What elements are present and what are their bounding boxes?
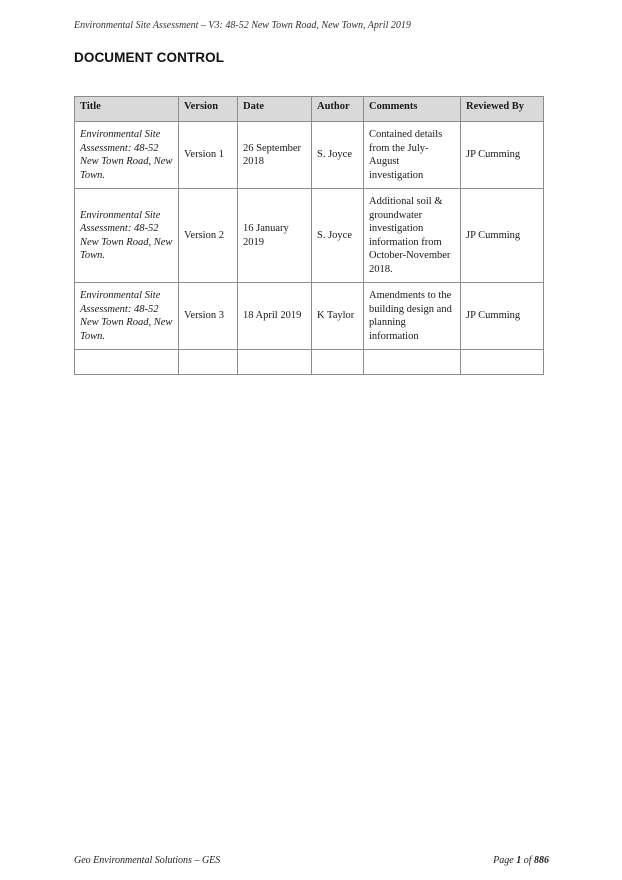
cell-author: S. Joyce	[312, 189, 364, 283]
of-label: of	[523, 855, 532, 866]
document-control-table	[74, 96, 544, 375]
empty-cell	[75, 350, 179, 375]
cell-reviewed-by: JP Cumming	[461, 122, 544, 189]
cell-title: Environmental Site Assessment: 48-52 New Town Road, New Town.	[75, 122, 179, 189]
running-header: Environmental Site Assessment – V3: 48-52 New Town Road, New Town, April 2019	[74, 20, 411, 31]
cell-comments: Amendments to the building design and planning information	[364, 283, 461, 350]
cell-version: Version 1	[179, 122, 238, 189]
cell-comments: Contained details from the July-August investigation	[364, 122, 461, 189]
cell-date: 16 January 2019	[238, 189, 312, 283]
cell-reviewed-by: JP Cumming	[461, 283, 544, 350]
footer-page-number	[493, 855, 549, 866]
column-header-reviewed-by: Reviewed By	[461, 97, 544, 122]
column-header-version: Version	[179, 97, 238, 122]
table-row-empty	[75, 350, 544, 375]
empty-cell	[238, 350, 312, 375]
section-title: DOCUMENT CONTROL	[74, 50, 225, 65]
cell-author: K Taylor	[312, 283, 364, 350]
table-row	[75, 283, 544, 350]
empty-cell	[179, 350, 238, 375]
empty-cell	[461, 350, 544, 375]
total-pages: 886	[534, 855, 549, 866]
table-row	[75, 122, 544, 189]
column-header-date: Date	[238, 97, 312, 122]
empty-cell	[364, 350, 461, 375]
page-label: Page	[493, 855, 514, 866]
table-header-row	[75, 97, 544, 122]
footer-company: Geo Environmental Solutions – GES	[74, 855, 221, 866]
cell-author: S. Joyce	[312, 122, 364, 189]
table-row	[75, 189, 544, 283]
column-header-title: Title	[75, 97, 179, 122]
current-page: 1	[516, 855, 522, 866]
cell-reviewed-by: JP Cumming	[461, 189, 544, 283]
column-header-comments: Comments	[364, 97, 461, 122]
cell-comments: Additional soil & groundwater investigation information from October-November 2018.	[364, 189, 461, 283]
cell-title: Environmental Site Assessment: 48-52 New Town Road, New Town.	[75, 283, 179, 350]
column-header-author: Author	[312, 97, 364, 122]
cell-title: Environmental Site Assessment: 48-52 New Town Road, New Town.	[75, 189, 179, 283]
cell-version: Version 2	[179, 189, 238, 283]
cell-date: 18 April 2019	[238, 283, 312, 350]
cell-date: 26 September 2018	[238, 122, 312, 189]
cell-version: Version 3	[179, 283, 238, 350]
empty-cell	[312, 350, 364, 375]
